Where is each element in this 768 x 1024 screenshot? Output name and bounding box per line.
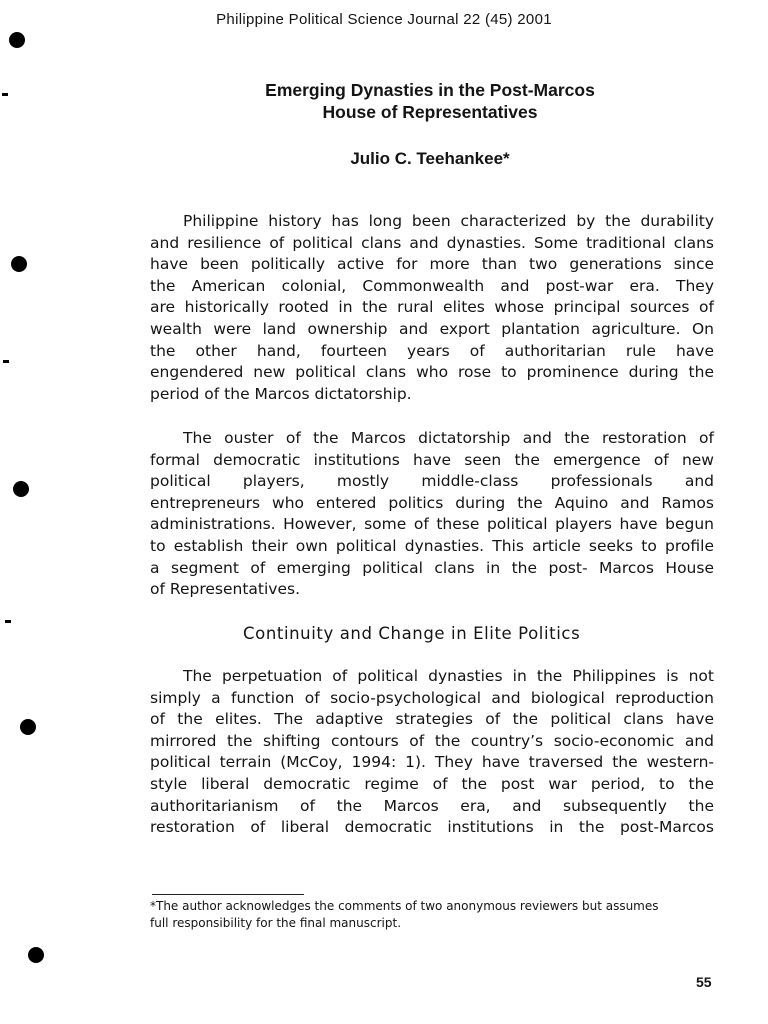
paragraph-1 <box>150 211 714 405</box>
paragraph-line: style liberal democratic regime of the post war period, to the <box>150 774 714 793</box>
margin-mark-2 <box>3 360 9 363</box>
binder-hole-2 <box>11 256 27 272</box>
paragraph-line: formal democratic institutions have seen the emergence of new <box>150 450 714 469</box>
binder-hole-5 <box>28 947 44 963</box>
paragraph-line: Philippine history has long been characterized by the durability <box>183 212 714 230</box>
paragraph-line: The ouster of the Marcos dictatorship and the restoration of <box>183 429 714 447</box>
paragraph-3 <box>150 666 714 839</box>
article-title <box>0 79 768 123</box>
paragraph-line: engendered new political clans who rose to prominence during the <box>150 363 714 382</box>
paragraph-line: of the elites. The adaptive strategies of the political clans have <box>150 710 714 729</box>
paragraph-2 <box>150 428 714 601</box>
paragraph-line: and resilience of political clans and dynasties. Some traditional clans <box>150 233 714 252</box>
title-line-2: House of Representatives <box>322 102 538 122</box>
footnote-line: full responsibility for the final manuscript. <box>150 916 402 930</box>
paragraph-line: the other hand, fourteen years of authoritarian rule have <box>150 341 714 360</box>
paragraph-line: are historically rooted in the rural elites whose principal sources of <box>150 298 714 317</box>
paragraph-line: authoritarianism of the Marcos era, and subsequently the <box>150 796 714 815</box>
paragraph-line: mirrored the shifting contours of the country’s socio-economic and <box>150 731 714 750</box>
footnote-rule <box>152 894 304 895</box>
paragraph-line: entrepreneurs who entered politics during the Aquino and Ramos <box>150 493 714 512</box>
footnote-line: *The author acknowledges the comments of two anonymous reviewers but assumes <box>150 899 659 913</box>
title-line-1: Emerging Dynasties in the Post-Marcos <box>265 80 595 100</box>
journal-header: Philippine Political Science Journal 22 (45) 2001 <box>216 11 552 28</box>
binder-hole-4 <box>20 719 36 735</box>
paragraph-line: administrations. However, some of these political players have begun <box>150 515 714 534</box>
margin-mark-3 <box>5 620 11 623</box>
paragraph-line: wealth were land ownership and export plantation agriculture. On <box>150 319 714 338</box>
author-name: Julio C. Teehankee* <box>350 149 510 168</box>
paragraph-line: to establish their own political dynasties. This article seeks to profile <box>150 536 714 555</box>
paragraph-line: political terrain (McCoy, 1994: 1). They have traversed the western- <box>150 753 714 772</box>
paragraph-line: The perpetuation of political dynasties in the Philippines is not <box>183 667 714 685</box>
section-heading: Continuity and Change in Elite Politics <box>243 624 581 643</box>
paragraph-line: of Representatives. <box>150 580 300 599</box>
binder-hole-1 <box>9 32 25 48</box>
paragraph-line: the American colonial, Commonwealth and post-war era. They <box>150 276 714 295</box>
binder-hole-3 <box>13 481 29 497</box>
paragraph-line: political players, mostly middle-class professionals and <box>150 472 714 491</box>
paragraph-line: have been politically active for more than two generations since <box>150 255 714 274</box>
paragraph-line: a segment of emerging political clans in the post- Marcos House <box>150 558 714 577</box>
footnote <box>150 898 716 932</box>
paragraph-line: period of the Marcos dictatorship. <box>150 384 412 403</box>
page-number: 55 <box>696 974 712 990</box>
paragraph-line: simply a function of socio-psychological and biological reproduction <box>150 688 714 707</box>
paragraph-line: restoration of liberal democratic institutions in the post-Marcos <box>150 818 714 837</box>
